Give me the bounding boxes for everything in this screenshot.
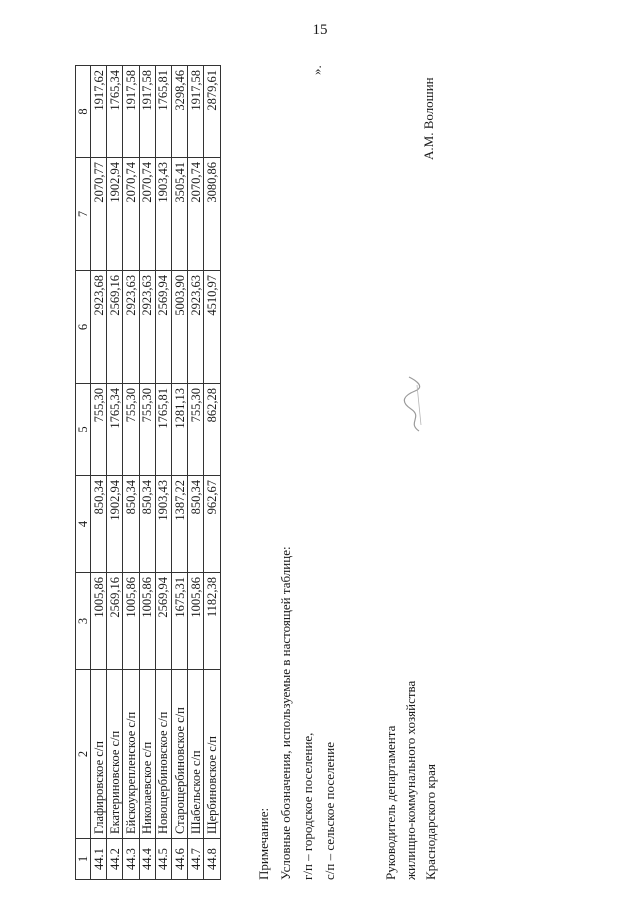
table-cell: 1765,34: [107, 66, 123, 158]
table-cell: 1387,22: [171, 476, 187, 573]
table-cell: 1182,38: [204, 573, 220, 670]
table-row: [188, 66, 204, 880]
table-row: [123, 66, 139, 880]
table-cell: 1765,81: [155, 66, 171, 158]
table-cell: 2923,63: [188, 271, 204, 384]
table-cell: Шабельское с/п: [188, 670, 204, 839]
signer-position: жилищно-коммунального хозяйства: [403, 680, 418, 880]
table-cell: 44.4: [139, 839, 155, 880]
header-cell: 5: [76, 384, 91, 476]
note-line: Условные обозначения, используемые в настоящей таблице:: [278, 546, 293, 880]
table-cell: 44.8: [204, 839, 220, 880]
header-cell: 7: [76, 158, 91, 271]
table-cell: 755,30: [188, 384, 204, 476]
note-title: Примечание:: [256, 807, 271, 880]
table-cell: 1903,43: [155, 476, 171, 573]
table-cell: 850,34: [123, 476, 139, 573]
table-cell: 755,30: [91, 384, 107, 476]
table-cell: 1765,81: [155, 384, 171, 476]
table-cell: 44.7: [188, 839, 204, 880]
table-cell: 44.6: [171, 839, 187, 880]
table-cell: 2070,74: [188, 158, 204, 271]
table-cell: 2070,74: [123, 158, 139, 271]
table-cell: Екатериновское с/п: [107, 670, 123, 839]
table-cell: 1903,43: [155, 158, 171, 271]
table-row: [155, 66, 171, 880]
table-cell: Щербиновское с/п: [204, 670, 220, 839]
table-cell: 3505,41: [171, 158, 187, 271]
table-cell: 44.1: [91, 839, 107, 880]
table-cell: Ейскоукрепленское с/п: [123, 670, 139, 839]
table-row: [204, 66, 220, 880]
table-row: [171, 66, 187, 880]
table-cell: 1281,13: [171, 384, 187, 476]
table-cell: 2070,77: [91, 158, 107, 271]
table-row: [139, 66, 155, 880]
table-cell: 44.3: [123, 839, 139, 880]
table-cell: 1005,86: [188, 573, 204, 670]
table-cell: 2569,16: [107, 573, 123, 670]
table-cell: 1902,94: [107, 476, 123, 573]
table-cell: 2923,63: [123, 271, 139, 384]
table-row: [107, 66, 123, 880]
header-cell: 1: [76, 839, 91, 880]
header-cell: 3: [76, 573, 91, 670]
table-cell: 2923,63: [139, 271, 155, 384]
page-number: 15: [312, 22, 328, 38]
handwritten-signature: [397, 375, 427, 435]
tariff-table: [75, 65, 221, 880]
signer-name: А.М. Волошин: [421, 77, 436, 160]
table-cell: 755,30: [139, 384, 155, 476]
header-cell: 6: [76, 271, 91, 384]
table-cell: Николаевское с/п: [139, 670, 155, 839]
table-cell: 3080,86: [204, 158, 220, 271]
table-cell: 2569,16: [107, 271, 123, 384]
table-cell: 1917,58: [123, 66, 139, 158]
signature-block: [381, 681, 441, 880]
table-cell: 1675,31: [171, 573, 187, 670]
table-cell: 2569,94: [155, 573, 171, 670]
note-line: с/п – сельское поселение: [322, 742, 337, 880]
table-cell: Новощербиновское с/п: [155, 670, 171, 839]
table-cell: 44.5: [155, 839, 171, 880]
table-cell: 1917,62: [91, 66, 107, 158]
table-cell: 1917,58: [139, 66, 155, 158]
header-cell: 2: [76, 670, 91, 839]
table-cell: 1917,58: [188, 66, 204, 158]
table-cell: 2070,74: [139, 158, 155, 271]
table-cell: 850,34: [188, 476, 204, 573]
table-cell: 1765,34: [107, 384, 123, 476]
table-cell: Старощербиновское с/п: [171, 670, 187, 839]
table-cell: 850,34: [139, 476, 155, 573]
table-cell: Глафировское с/п: [91, 670, 107, 839]
closing-quote: ».: [309, 65, 324, 75]
table-cell: 3298,46: [171, 66, 187, 158]
table-cell: 2879,61: [204, 66, 220, 158]
note-line: г/п – городское поселение,: [300, 732, 315, 880]
table-cell: 5003,90: [171, 271, 187, 384]
table-cell: 755,30: [123, 384, 139, 476]
signer-position: Краснодарского края: [423, 764, 438, 880]
table-cell: 1902,94: [107, 158, 123, 271]
table-cell: 1005,86: [123, 573, 139, 670]
table-cell: 4510,97: [204, 271, 220, 384]
table-row: [91, 66, 107, 880]
header-cell: 8: [76, 66, 91, 158]
table-cell: 1005,86: [91, 573, 107, 670]
table-cell: 862,28: [204, 384, 220, 476]
table-cell: 2923,68: [91, 271, 107, 384]
table-cell: 2569,94: [155, 271, 171, 384]
table-cell: 850,34: [91, 476, 107, 573]
table-cell: 44.2: [107, 839, 123, 880]
note-block: [253, 546, 341, 880]
rotated-content: [75, 60, 438, 880]
header-cell: 4: [76, 476, 91, 573]
table-header-row: [76, 66, 91, 880]
table-cell: 1005,86: [139, 573, 155, 670]
signer-position: Руководитель департамента: [383, 725, 398, 880]
table-cell: 962,67: [204, 476, 220, 573]
